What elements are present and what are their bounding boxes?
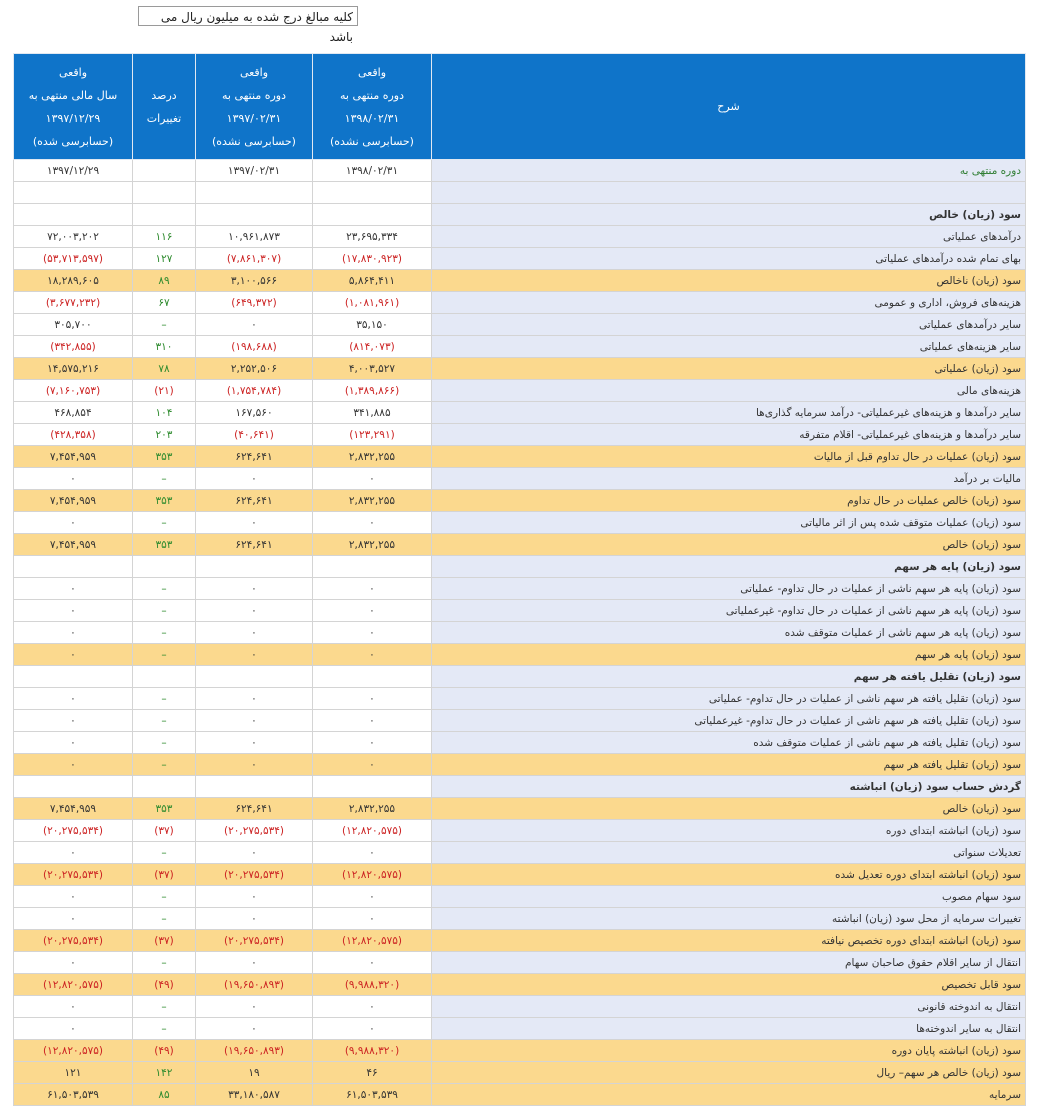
cell-period-1398: ۰ (313, 908, 432, 930)
cell-percent-change: ۳۵۳ (133, 490, 196, 512)
table-row (14, 732, 1026, 754)
table-row (14, 798, 1026, 820)
row-description: سایر هزینه‌های عملیاتی (432, 336, 1026, 358)
header-period-1398: واقعی دوره منتهی به ۱۳۹۸/۰۲/۳۱ (حسابرسی نشده) (313, 54, 432, 160)
cell-period-1397: (۱۹,۶۵۰,۸۹۳) (196, 1040, 313, 1062)
row-description: سود (زیان) پایه هر سهم (432, 644, 1026, 666)
cell-fiscal-year-1397 (14, 776, 133, 798)
cell-percent-change: ۱۱۶ (133, 226, 196, 248)
cell-fiscal-year-1397: ۰ (14, 578, 133, 600)
table-row (14, 776, 1026, 798)
table-header-row (14, 54, 1026, 160)
cell-percent-change: (۳۷) (133, 820, 196, 842)
cell-fiscal-year-1397: ۰ (14, 512, 133, 534)
cell-percent-change: – (133, 886, 196, 908)
cell-period-1397: ۰ (196, 1018, 313, 1040)
cell-percent-change: ۳۵۳ (133, 798, 196, 820)
cell-percent-change: ۷۸ (133, 358, 196, 380)
cell-fiscal-year-1397: ۱۲۱ (14, 1062, 133, 1084)
cell-period-1398 (313, 204, 432, 226)
table-row (14, 446, 1026, 468)
table-row (14, 182, 1026, 204)
cell-percent-change: – (133, 710, 196, 732)
row-description: سود (زیان) خالص (432, 798, 1026, 820)
table-row (14, 952, 1026, 974)
row-description: سود (زیان) پایه هر سهم ناشی از عملیات متوقف شده (432, 622, 1026, 644)
cell-period-1397: ۰ (196, 996, 313, 1018)
cell-fiscal-year-1397: ۱۴,۵۷۵,۲۱۶ (14, 358, 133, 380)
cell-period-1398: ۰ (313, 622, 432, 644)
cell-percent-change: ۱۲۷ (133, 248, 196, 270)
cell-period-1397: ۰ (196, 754, 313, 776)
table-row (14, 644, 1026, 666)
cell-period-1397: ۶۲۴,۶۴۱ (196, 534, 313, 556)
cell-percent-change (133, 160, 196, 182)
row-description: سود (زیان) خالص (432, 534, 1026, 556)
row-description: مالیات بر درآمد (432, 468, 1026, 490)
cell-period-1398: ۰ (313, 710, 432, 732)
cell-period-1398: ۰ (313, 952, 432, 974)
cell-period-1398: (۹,۹۸۸,۳۲۰) (313, 974, 432, 996)
table-row (14, 336, 1026, 358)
cell-percent-change (133, 556, 196, 578)
cell-fiscal-year-1397: (۲۰,۲۷۵,۵۳۴) (14, 820, 133, 842)
cell-period-1397 (196, 776, 313, 798)
row-description: سرمایه (432, 1084, 1026, 1106)
cell-fiscal-year-1397: ۰ (14, 754, 133, 776)
cell-fiscal-year-1397: ۰ (14, 600, 133, 622)
row-description: دوره منتهی به (432, 160, 1026, 182)
table-row (14, 402, 1026, 424)
row-description: هزینه‌های مالی (432, 380, 1026, 402)
cell-period-1398: (۱۲,۸۲۰,۵۷۵) (313, 864, 432, 886)
cell-period-1397: (۲۰,۲۷۵,۵۳۴) (196, 930, 313, 952)
cell-fiscal-year-1397: ۰ (14, 996, 133, 1018)
row-description: سایر درآمدها و هزینه‌های غیرعملیاتی- اقلام متفرقه (432, 424, 1026, 446)
cell-fiscal-year-1397: ۰ (14, 886, 133, 908)
table-row (14, 974, 1026, 996)
cell-period-1397: ۳,۱۰۰,۵۶۶ (196, 270, 313, 292)
cell-percent-change: (۲۱) (133, 380, 196, 402)
cell-period-1397: (۱,۷۵۴,۷۸۴) (196, 380, 313, 402)
cell-period-1398 (313, 776, 432, 798)
row-description: انتقال به سایر اندوخته‌ها (432, 1018, 1026, 1040)
table-row (14, 754, 1026, 776)
cell-period-1398 (313, 666, 432, 688)
cell-percent-change (133, 204, 196, 226)
cell-period-1397: ۱۳۹۷/۰۲/۳۱ (196, 160, 313, 182)
cell-fiscal-year-1397: (۱۲,۸۲۰,۵۷۵) (14, 1040, 133, 1062)
cell-percent-change: – (133, 600, 196, 622)
table-row (14, 886, 1026, 908)
row-description: سایر درآمدها و هزینه‌های غیرعملیاتی- درآمد سرمایه گذاری‌ها (432, 402, 1026, 424)
cell-percent-change: – (133, 578, 196, 600)
cell-fiscal-year-1397: ۰ (14, 688, 133, 710)
cell-period-1397: (۱۹,۶۵۰,۸۹۳) (196, 974, 313, 996)
cell-fiscal-year-1397 (14, 204, 133, 226)
cell-period-1397: (۷,۸۶۱,۳۰۷) (196, 248, 313, 270)
cell-fiscal-year-1397: ۱۳۹۷/۱۲/۲۹ (14, 160, 133, 182)
cell-period-1398: ۳۵,۱۵۰ (313, 314, 432, 336)
cell-fiscal-year-1397: ۴۶۸,۸۵۴ (14, 402, 133, 424)
row-description: سود (زیان) انباشته پایان دوره (432, 1040, 1026, 1062)
cell-percent-change: – (133, 732, 196, 754)
cell-period-1398: ۰ (313, 732, 432, 754)
cell-fiscal-year-1397: ۰ (14, 842, 133, 864)
cell-fiscal-year-1397: (۴۲۸,۳۵۸) (14, 424, 133, 446)
cell-period-1398: ۰ (313, 644, 432, 666)
table-row (14, 270, 1026, 292)
cell-fiscal-year-1397: (۱۲,۸۲۰,۵۷۵) (14, 974, 133, 996)
cell-percent-change: ۳۱۰ (133, 336, 196, 358)
cell-percent-change (133, 776, 196, 798)
cell-fiscal-year-1397: ۰ (14, 710, 133, 732)
cell-fiscal-year-1397: ۶۱,۵۰۳,۵۳۹ (14, 1084, 133, 1106)
cell-percent-change: – (133, 842, 196, 864)
row-description: سود (زیان) تقلیل یافته هر سهم ناشی از عملیات متوقف شده (432, 732, 1026, 754)
cell-fiscal-year-1397: (۳,۶۷۷,۲۳۲) (14, 292, 133, 314)
row-description: درآمدهای عملیاتی (432, 226, 1026, 248)
row-description: سود (زیان) تقلیل یافته هر سهم (432, 754, 1026, 776)
row-description: سود (زیان) انباشته ابتدای دوره (432, 820, 1026, 842)
cell-period-1397 (196, 556, 313, 578)
cell-period-1397: ۰ (196, 644, 313, 666)
cell-percent-change: – (133, 688, 196, 710)
row-description: گردش حساب سود (زیان) انباشته (432, 776, 1026, 798)
row-description: سایر درآمدهای عملیاتی (432, 314, 1026, 336)
row-description: انتقال از سایر اقلام حقوق صاحبان سهام (432, 952, 1026, 974)
table-row (14, 996, 1026, 1018)
table-row (14, 908, 1026, 930)
cell-fiscal-year-1397: ۰ (14, 468, 133, 490)
table-row (14, 292, 1026, 314)
cell-period-1398: (۱۲,۸۲۰,۵۷۵) (313, 930, 432, 952)
table-row (14, 358, 1026, 380)
cell-period-1397: ۶۲۴,۶۴۱ (196, 490, 313, 512)
cell-period-1398: ۰ (313, 886, 432, 908)
cell-period-1398: (۱,۰۸۱,۹۶۱) (313, 292, 432, 314)
row-description: هزینه‌های فروش، اداری و عمومی (432, 292, 1026, 314)
row-description: بهای تمام شده درآمدهای عملیاتی (432, 248, 1026, 270)
cell-fiscal-year-1397: ۰ (14, 622, 133, 644)
cell-period-1398: ۰ (313, 688, 432, 710)
cell-percent-change: – (133, 996, 196, 1018)
cell-period-1398: ۵,۸۶۴,۴۱۱ (313, 270, 432, 292)
cell-period-1397 (196, 666, 313, 688)
cell-period-1398: (۱۲۳,۲۹۱) (313, 424, 432, 446)
table-row (14, 930, 1026, 952)
row-description: سود (زیان) خالص (432, 204, 1026, 226)
header-percent-change: درصد تغییرات (133, 54, 196, 160)
table-row (14, 226, 1026, 248)
cell-period-1398: ۱۳۹۸/۰۲/۳۱ (313, 160, 432, 182)
cell-percent-change: (۳۷) (133, 930, 196, 952)
cell-fiscal-year-1397: ۰ (14, 732, 133, 754)
cell-period-1397: ۱۶۷,۵۶۰ (196, 402, 313, 424)
cell-period-1397: ۰ (196, 886, 313, 908)
cell-percent-change: (۳۷) (133, 864, 196, 886)
cell-period-1398: ۲,۸۳۲,۲۵۵ (313, 534, 432, 556)
row-description: انتقال به اندوخته قانونی (432, 996, 1026, 1018)
cell-percent-change: (۴۹) (133, 1040, 196, 1062)
cell-percent-change: – (133, 908, 196, 930)
cell-fiscal-year-1397: ۷۲,۰۰۳,۲۰۲ (14, 226, 133, 248)
cell-fiscal-year-1397: ۷,۴۵۴,۹۵۹ (14, 534, 133, 556)
cell-percent-change: ۶۷ (133, 292, 196, 314)
cell-period-1398: (۱۲,۸۲۰,۵۷۵) (313, 820, 432, 842)
cell-fiscal-year-1397: (۲۰,۲۷۵,۵۳۴) (14, 930, 133, 952)
cell-period-1397: ۱۹ (196, 1062, 313, 1084)
cell-period-1398: ۳۴۱,۸۸۵ (313, 402, 432, 424)
table-row (14, 556, 1026, 578)
cell-percent-change: – (133, 314, 196, 336)
cell-period-1397: ۰ (196, 952, 313, 974)
row-description: سود (زیان) پایه هر سهم (432, 556, 1026, 578)
row-description: تعدیلات سنواتی (432, 842, 1026, 864)
cell-period-1398: ۰ (313, 468, 432, 490)
cell-period-1398: (۱,۳۸۹,۸۶۶) (313, 380, 432, 402)
cell-percent-change (133, 182, 196, 204)
cell-period-1397: ۰ (196, 622, 313, 644)
table-body (14, 160, 1026, 1106)
cell-percent-change: ۱۴۲ (133, 1062, 196, 1084)
cell-period-1397 (196, 204, 313, 226)
cell-fiscal-year-1397: ۰ (14, 1018, 133, 1040)
row-description: سود (زیان) پایه هر سهم ناشی از عملیات در حال تداوم- غیرعملیاتی (432, 600, 1026, 622)
cell-fiscal-year-1397: ۰ (14, 644, 133, 666)
cell-period-1398: ۰ (313, 996, 432, 1018)
cell-percent-change: – (133, 622, 196, 644)
cell-period-1397: ۰ (196, 908, 313, 930)
table-row (14, 424, 1026, 446)
cell-period-1397: ۰ (196, 512, 313, 534)
table-row (14, 512, 1026, 534)
row-description: سود (زیان) عملیاتی (432, 358, 1026, 380)
cell-period-1398: ۲,۸۳۲,۲۵۵ (313, 798, 432, 820)
header-period-1397: واقعی دوره منتهی به ۱۳۹۷/۰۲/۳۱ (حسابرسی نشده) (196, 54, 313, 160)
row-description: سود (زیان) پایه هر سهم ناشی از عملیات در حال تداوم- عملیاتی (432, 578, 1026, 600)
cell-fiscal-year-1397: ۰ (14, 908, 133, 930)
cell-fiscal-year-1397: (۳۴۲,۸۵۵) (14, 336, 133, 358)
cell-period-1397: (۶۴۹,۳۷۲) (196, 292, 313, 314)
cell-percent-change: – (133, 512, 196, 534)
table-row (14, 204, 1026, 226)
cell-period-1398: (۹,۹۸۸,۳۲۰) (313, 1040, 432, 1062)
cell-period-1398: ۴,۰۰۳,۵۲۷ (313, 358, 432, 380)
cell-percent-change: ۱۰۴ (133, 402, 196, 424)
cell-period-1397: ۳۳,۱۸۰,۵۸۷ (196, 1084, 313, 1106)
table-row (14, 490, 1026, 512)
table-row (14, 622, 1026, 644)
cell-period-1397: ۰ (196, 314, 313, 336)
row-description: سود (زیان) خالص عملیات در حال تداوم (432, 490, 1026, 512)
cell-percent-change: ۸۵ (133, 1084, 196, 1106)
cell-period-1397: ۰ (196, 842, 313, 864)
table-row (14, 468, 1026, 490)
cell-percent-change: ۳۵۳ (133, 446, 196, 468)
cell-period-1398: ۲۳,۶۹۵,۳۳۴ (313, 226, 432, 248)
row-description: سود (زیان) ناخالص (432, 270, 1026, 292)
cell-period-1397: (۱۹۸,۶۸۸) (196, 336, 313, 358)
row-description: سود (زیان) عملیات در حال تداوم قبل از مالیات (432, 446, 1026, 468)
row-description: سود (زیان) خالص هر سهم– ریال (432, 1062, 1026, 1084)
cell-fiscal-year-1397 (14, 666, 133, 688)
cell-percent-change: (۴۹) (133, 974, 196, 996)
income-statement-table (13, 53, 1026, 1106)
cell-period-1398: ۲,۸۳۲,۲۵۵ (313, 446, 432, 468)
cell-fiscal-year-1397: ۷,۴۵۴,۹۵۹ (14, 490, 133, 512)
header-description: شرح (432, 54, 1026, 160)
cell-period-1398: ۲,۸۳۲,۲۵۵ (313, 490, 432, 512)
cell-period-1397: (۲۰,۲۷۵,۵۳۴) (196, 820, 313, 842)
cell-period-1397: ۰ (196, 710, 313, 732)
cell-fiscal-year-1397: (۲۰,۲۷۵,۵۳۴) (14, 864, 133, 886)
row-description: سود سهام مصوب (432, 886, 1026, 908)
cell-period-1397: ۲,۲۵۲,۵۰۶ (196, 358, 313, 380)
cell-period-1398: ۰ (313, 754, 432, 776)
row-description: سود (زیان) عملیات متوقف شده پس از اثر مالیاتی (432, 512, 1026, 534)
cell-fiscal-year-1397: ۷,۴۵۴,۹۵۹ (14, 446, 133, 468)
table-row (14, 666, 1026, 688)
cell-period-1398: ۰ (313, 578, 432, 600)
cell-period-1398: ۴۶ (313, 1062, 432, 1084)
table-row (14, 314, 1026, 336)
table-row (14, 248, 1026, 270)
cell-fiscal-year-1397: ۳۰۵,۷۰۰ (14, 314, 133, 336)
cell-period-1398: ۰ (313, 842, 432, 864)
cell-period-1397: ۶۲۴,۶۴۱ (196, 446, 313, 468)
table-row (14, 380, 1026, 402)
cell-percent-change: ۳۵۳ (133, 534, 196, 556)
cell-fiscal-year-1397 (14, 182, 133, 204)
cell-percent-change: ۲۰۳ (133, 424, 196, 446)
table-row (14, 864, 1026, 886)
cell-percent-change (133, 666, 196, 688)
cell-fiscal-year-1397: ۰ (14, 952, 133, 974)
row-description: سود (زیان) تقلیل یافته هر سهم ناشی از عملیات در حال تداوم- غیرعملیاتی (432, 710, 1026, 732)
cell-period-1398 (313, 182, 432, 204)
cell-period-1397: ۰ (196, 688, 313, 710)
table-row (14, 688, 1026, 710)
row-description: سود (زیان) انباشته ابتدای دوره تخصیص نیافته (432, 930, 1026, 952)
cell-percent-change: – (133, 1018, 196, 1040)
units-note: کلیه مبالغ درج شده به میلیون ریال می باشد (138, 6, 358, 26)
row-description: سود (زیان) تقلیل یافته هر سهم ناشی از عملیات در حال تداوم- عملیاتی (432, 688, 1026, 710)
table-row (14, 534, 1026, 556)
table-row (14, 842, 1026, 864)
cell-percent-change: ۸۹ (133, 270, 196, 292)
cell-period-1397: ۰ (196, 468, 313, 490)
cell-fiscal-year-1397: (۵۳,۷۱۳,۵۹۷) (14, 248, 133, 270)
table-row (14, 160, 1026, 182)
table-row (14, 1040, 1026, 1062)
table-row (14, 710, 1026, 732)
table-row (14, 578, 1026, 600)
cell-period-1397: ۰ (196, 578, 313, 600)
cell-period-1398: ۰ (313, 512, 432, 534)
cell-percent-change: – (133, 644, 196, 666)
row-description: تغییرات سرمایه از محل سود (زیان) انباشته (432, 908, 1026, 930)
cell-percent-change: – (133, 754, 196, 776)
cell-fiscal-year-1397: (۷,۱۶۰,۷۵۳) (14, 380, 133, 402)
row-description: سود قابل تخصیص (432, 974, 1026, 996)
cell-period-1397: ۶۲۴,۶۴۱ (196, 798, 313, 820)
table-row (14, 600, 1026, 622)
cell-period-1397 (196, 182, 313, 204)
cell-period-1397: (۴۰,۶۴۱) (196, 424, 313, 446)
cell-period-1397: (۲۰,۲۷۵,۵۳۴) (196, 864, 313, 886)
table-row (14, 1018, 1026, 1040)
cell-period-1398 (313, 556, 432, 578)
cell-period-1398: (۸۱۴,۰۷۳) (313, 336, 432, 358)
cell-period-1398: ۶۱,۵۰۳,۵۳۹ (313, 1084, 432, 1106)
cell-period-1397: ۱۰,۹۶۱,۸۷۳ (196, 226, 313, 248)
cell-period-1398: ۰ (313, 600, 432, 622)
cell-fiscal-year-1397: ۱۸,۲۸۹,۶۰۵ (14, 270, 133, 292)
cell-fiscal-year-1397 (14, 556, 133, 578)
cell-period-1398: ۰ (313, 1018, 432, 1040)
table-row (14, 820, 1026, 842)
row-description: سود (زیان) انباشته ابتدای دوره تعدیل شده (432, 864, 1026, 886)
cell-period-1397: ۰ (196, 600, 313, 622)
table-row (14, 1062, 1026, 1084)
cell-percent-change: – (133, 468, 196, 490)
row-description: سود (زیان) تقلیل یافته هر سهم (432, 666, 1026, 688)
header-fiscal-year-1397: واقعی سال مالی منتهی به ۱۳۹۷/۱۲/۲۹ (حسابرسی شده) (14, 54, 133, 160)
row-description (432, 182, 1026, 204)
cell-period-1397: ۰ (196, 732, 313, 754)
cell-fiscal-year-1397: ۷,۴۵۴,۹۵۹ (14, 798, 133, 820)
cell-percent-change: – (133, 952, 196, 974)
cell-period-1398: (۱۷,۸۳۰,۹۲۳) (313, 248, 432, 270)
